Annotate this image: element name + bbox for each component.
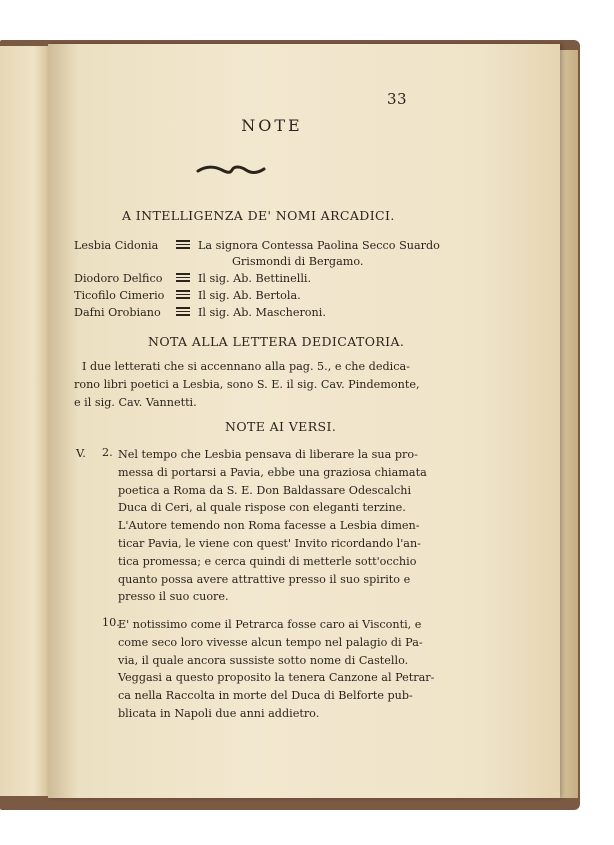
- text-line: ca nella Raccolta in morte del Duca di Belforte pub-: [118, 689, 413, 703]
- text-line: come seco loro vivesse alcun tempo nel palagio di Pa-: [118, 635, 423, 649]
- text-line: messa di portarsi a Pavia, ebbe una graziosa chiamata: [118, 465, 427, 479]
- text-line: blicata in Napoli due anni addietro.: [118, 706, 320, 720]
- text-line: via, il quale ancora sussiste sotto nome di Castello.: [118, 653, 409, 667]
- real-name: Il sig. Ab. Mascheroni.: [198, 306, 326, 319]
- section-heading-lettera-dedicatoria: NOTA ALLA LETTERA DEDICATORIA.: [148, 334, 405, 349]
- text-line: L'Autore temendo non Roma facesse a Lesbia dimen-: [118, 519, 420, 533]
- text-line: Veggasi a questo proposito la tenera Canzone al Petrar-: [118, 671, 435, 685]
- verse-label: V.: [76, 446, 86, 460]
- text-line: presso il suo cuore.: [118, 590, 229, 604]
- text-line: rono libri poetici a Lesbia, sono S. E. il sig. Cav. Pindemonte,: [74, 377, 420, 391]
- verse-note: [118, 616, 434, 723]
- arcadian-name: Diodoro Delfico: [74, 272, 163, 285]
- text-line: E' notissimo come il Petrarca fosse caro ai Visconti, e: [118, 618, 422, 631]
- arcadian-name: Ticofilo Cimerio: [74, 289, 165, 302]
- facing-page-edge: [0, 46, 48, 796]
- page-title: NOTE: [241, 116, 303, 135]
- text-line: Duca di Ceri, al quale rispose con eleganti terzine.: [118, 501, 406, 515]
- real-name-continuation: Grismondi di Bergamo.: [232, 255, 364, 268]
- equals-sign-icon: [176, 240, 190, 251]
- equals-sign-icon: [176, 307, 190, 318]
- text-line: poetica a Roma da S. E. Don Baldassare Odescalchi: [118, 483, 412, 497]
- page-number: 33: [387, 90, 408, 108]
- text-line: quanto possa avere attrattive presso il suo spirito e: [118, 572, 411, 586]
- section-heading-note-ai-versi: NOTE AI VERSI.: [225, 419, 337, 434]
- arcadian-name: Lesbia Cidonia: [74, 239, 159, 252]
- verse-note: [118, 446, 427, 606]
- book-page: [48, 44, 560, 798]
- section-heading-nomi-arcadici: A INTELLIGENZA DE' NOMI ARCADICI.: [122, 208, 395, 223]
- ornament-flourish-icon: [196, 162, 266, 178]
- real-name: Il sig. Ab. Bertola.: [198, 289, 301, 302]
- real-name: Il sig. Ab. Bettinelli.: [198, 272, 312, 285]
- text-line: e il sig. Cav. Vannetti.: [74, 395, 197, 409]
- note-number: 10.: [102, 616, 120, 629]
- text-line: Nel tempo che Lesbia pensava di liberare la sua pro-: [118, 448, 418, 461]
- text-line: tica promessa; e cerca quindi di metterle sott'occhio: [118, 554, 417, 568]
- real-name: La signora Contessa Paolina Secco Suardo: [198, 239, 440, 252]
- dedication-note: [74, 358, 420, 411]
- text-line: ticar Pavia, le viene con quest' Invito ricordando l'an-: [118, 536, 421, 550]
- note-number: 2.: [102, 446, 113, 459]
- text-line: I due letterati che si accennano alla pag. 5., e che dedica-: [82, 360, 410, 373]
- equals-sign-icon: [176, 273, 190, 284]
- equals-sign-icon: [176, 290, 190, 301]
- arcadian-name: Dafni Orobiano: [74, 306, 161, 319]
